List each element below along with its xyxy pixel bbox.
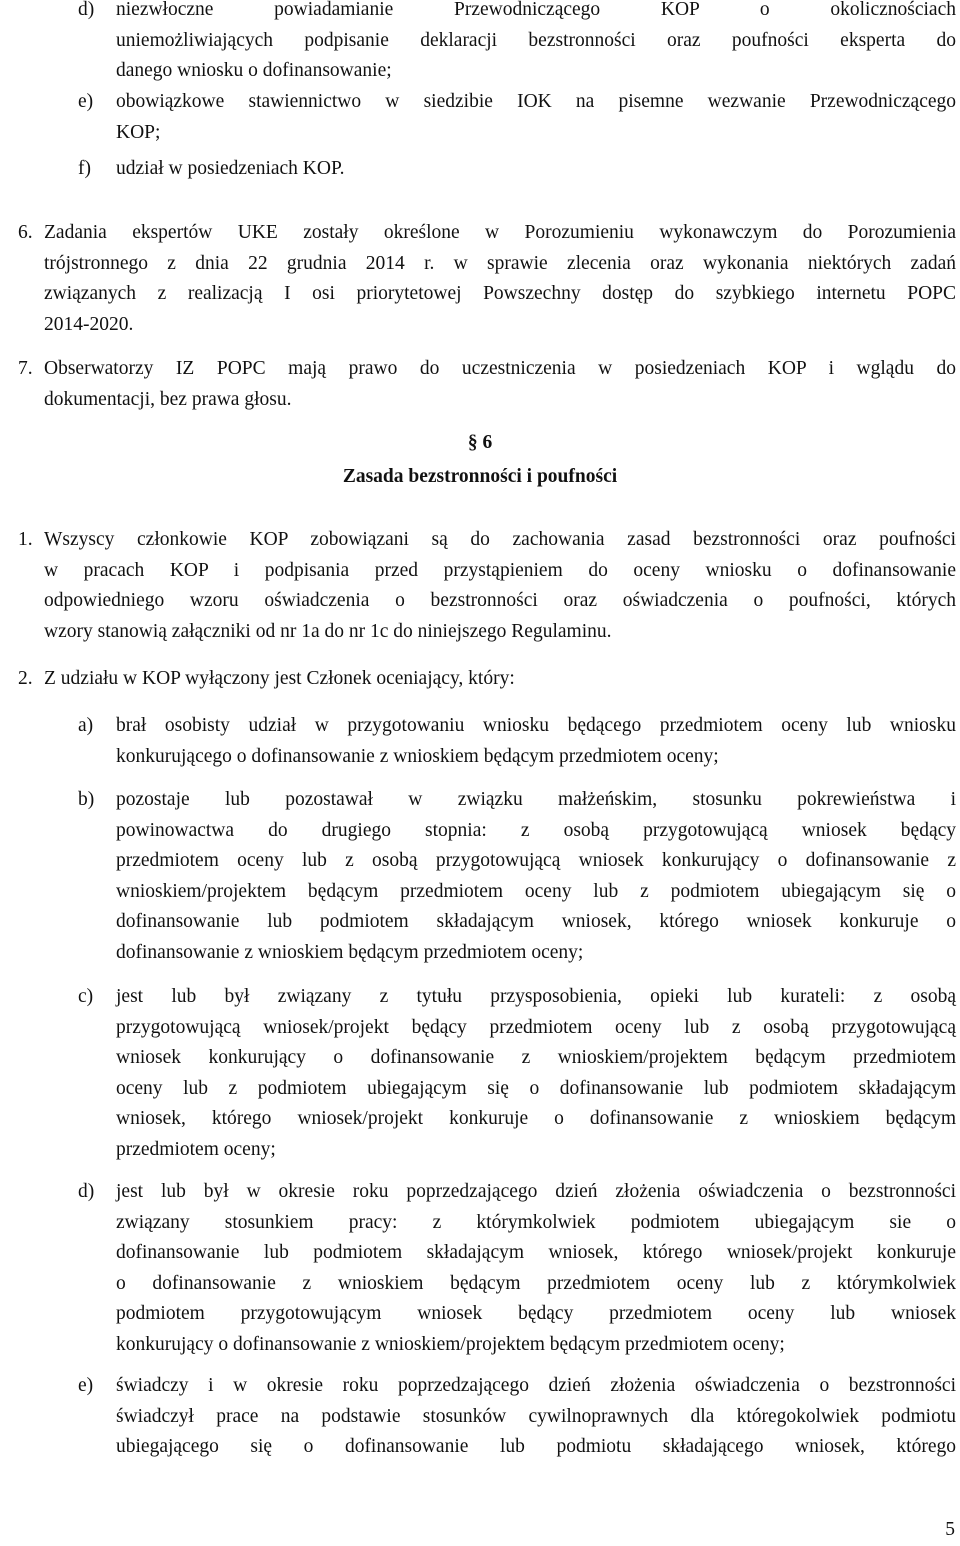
text-line: powinowactwa do drugiego stopnia: z osobą przygotowującą wniosek będący [116,819,956,841]
text-line: związany stosunkiem pracy: z którymkolwiek podmiotem ubiegającym sie o [116,1211,956,1233]
text-line: wnioskiem/projektem będącym przedmiotem oceny lub z podmiotem ubiegającym się o [116,880,956,902]
point-marker: 6. [18,222,33,243]
point-2 [18,664,956,695]
list-marker: e) [78,91,94,112]
sub-item-c [78,982,956,1165]
point-text [44,354,956,415]
text-line: związanych z realizacją I osi priorytetowej Powszechny dostęp do szybkiego internetu POPC [44,283,956,304]
text-line: dofinansowanie lub podmiotem składającym wniosek, którego wniosek/projekt konkuruje [116,1242,956,1263]
text-line: wniosek konkurujący o dofinansowanie z wnioskiem/projektem będącym przedmiotem [116,1047,956,1068]
text-line: KOP; [116,121,161,143]
point-marker: 2. [18,668,33,689]
sub-item-text [116,982,956,1165]
list-marker: f) [78,158,91,179]
point-text [44,525,956,647]
text-line: świadczył prace na podstawie stosunków cywilnoprawnych dla któregokolwiek podmiotu [116,1405,956,1427]
sub-item-marker: a) [78,715,94,736]
list-item-f [78,154,956,185]
text-line: obowiązkowe stawiennictwo w siedzibie IOK na pisemne wezwanie Przewodniczącego [116,91,956,112]
list-marker: d) [78,0,95,20]
point-7 [18,354,956,415]
point-text [44,664,956,695]
sub-item-text [116,785,956,968]
text-line: ubiegającego się o dofinansowanie lub podmiotu składającego wniosek, którego [116,1436,956,1457]
sub-item-d [78,1177,956,1360]
list-item-e [78,87,956,148]
text-line: oceny lub z podmiotem ubiegającym się o dofinansowanie lub podmiotem składającym [116,1077,956,1099]
section-symbol: § 6 [467,432,493,453]
sub-item-b [78,785,956,968]
page-number: 5 [945,1519,955,1540]
text-line: świadczy i w okresie roku poprzedzającego dzień złożenia oświadczenia o bezstronności [116,1375,956,1396]
text-line: danego wniosku o dofinansowanie; [116,60,392,81]
point-marker: 1. [18,529,33,550]
text-line: jest lub był związany z tytułu przysposobienia, opieki lub kurateli: z osobą [116,986,956,1007]
text-line: pozostaje lub pozostawał w związku małżeńskim, stosunku pokrewieństwa i [116,789,956,810]
text-line: jest lub był w okresie roku poprzedzającego dzień złożenia oświadczenia o bezstronności [116,1181,956,1202]
text-line: Zadania ekspertów UKE zostały określone w Porozumieniu wykonawczym do Porozumienia [44,222,956,243]
point-marker: 7. [18,358,33,379]
text-line: odpowiedniego wzoru oświadczenia o bezstronności oraz oświadczenia o poufności, których [44,590,956,611]
point-text [44,218,956,340]
sub-item-marker: d) [78,1181,95,1202]
list-item-text [116,0,956,87]
text-line: uniemożliwiających podpisanie deklaracji bezstronności oraz poufności eksperta do [116,29,956,51]
text-line: Z udziału w KOP wyłączony jest Członek oceniający, który: [44,668,515,689]
sub-item-marker: e) [78,1375,94,1396]
text-line: w pracach KOP i podpisania przed przystąpieniem do oceny wniosku o dofinansowanie [44,559,956,581]
section-title: Zasada bezstronności i poufności [342,466,618,487]
text-line: wzory stanowią załączniki od nr 1a do nr 1c do niniejszego Regulaminu. [44,620,612,642]
text-line: dofinansowanie z wnioskiem będącym przedmiotem oceny; [116,941,584,963]
text-line: trójstronnego z dnia 22 grudnia 2014 r. w sprawie zlecenia oraz wykonania niektórych zadań [44,252,956,274]
text-line: dokumentacji, bez prawa głosu. [44,388,292,410]
text-line: dofinansowanie lub podmiotem składającym wniosek, którego wniosek konkuruje o [116,911,956,932]
text-line: o dofinansowanie z wnioskiem będącym przedmiotem oceny lub z którymkolwiek [116,1272,956,1294]
text-line: niezwłoczne powiadamianie Przewodniczącego KOP o okolicznościach [116,0,956,20]
sub-item-e [78,1371,956,1463]
sub-item-marker: c) [78,986,94,1007]
point-1 [18,525,956,647]
list-item-text [116,154,956,185]
text-line: konkurujący o dofinansowanie z wnioskiem/projektem będącym przedmiotem oceny; [116,1333,785,1355]
list-item-text [116,87,956,148]
list-item-d [78,0,956,87]
text-line: brał osobisty udział w przygotowaniu wniosku będącego przedmiotem oceny lub wniosku [116,715,956,736]
text-line: Wszyscy członkowie KOP zobowiązani są do zachowania zasad bezstronności oraz poufności [44,529,956,550]
text-line: udział w posiedzeniach KOP. [116,158,345,179]
text-line: Obserwatorzy IZ POPC mają prawo do uczestniczenia w posiedzeniach KOP i wglądu do [44,358,956,379]
sub-item-text [116,1371,956,1463]
text-line: podmiotem przygotowującym wniosek będący przedmiotem oceny lub wniosek [116,1303,956,1324]
sub-item-a [78,711,956,772]
sub-item-text [116,711,956,772]
text-line: 2014-2020. [44,313,134,335]
text-line: przedmiotem oceny lub z osobą przygotowującą wniosek konkurujący o dofinansowanie z [116,850,956,871]
sub-item-text [116,1177,956,1360]
text-line: przedmiotem oceny; [116,1138,276,1160]
point-6 [18,218,956,340]
sub-item-marker: b) [78,789,95,810]
text-line: wniosek, którego wniosek/projekt konkuruje o dofinansowanie z wnioskiem będącym [116,1108,956,1129]
text-line: przygotowującą wniosek/projekt będący przedmiotem oceny lub z osobą przygotowującą [116,1016,956,1038]
text-line: konkurującego o dofinansowanie z wnioskiem będącym przedmiotem oceny; [116,745,719,767]
